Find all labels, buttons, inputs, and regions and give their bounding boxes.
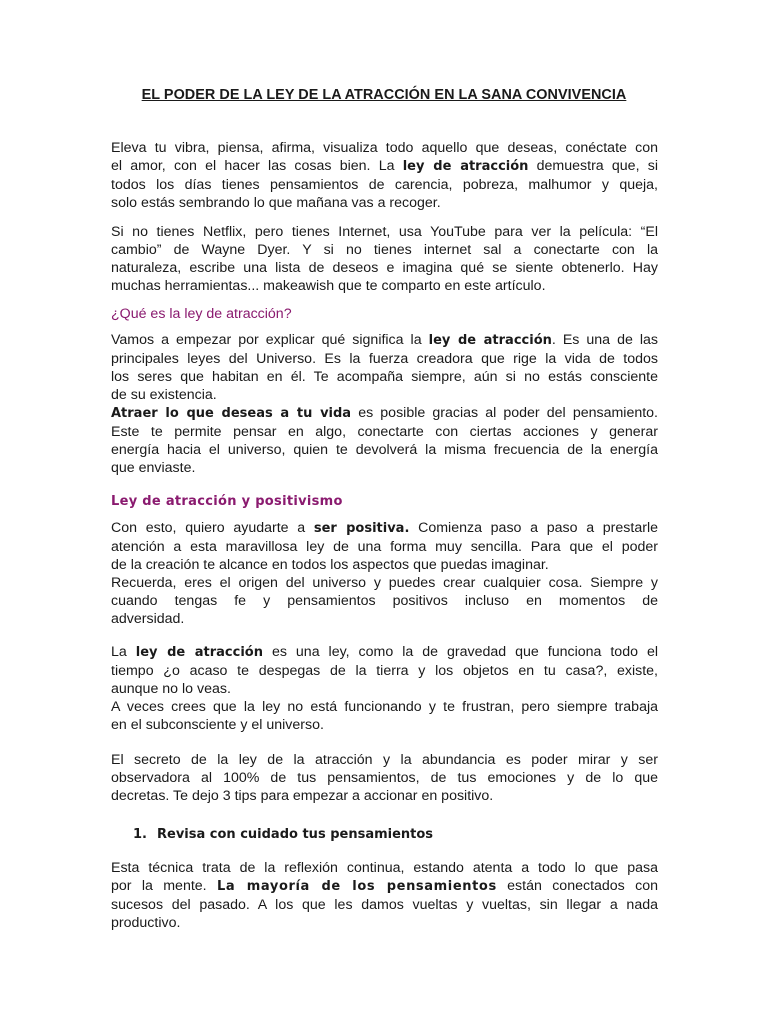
text-line: los seres que habitan en él. Te acompaña siempre, aún si no estás consciente [111, 369, 658, 385]
text-line: muchas herramientas... makeawish que te comparto en este artículo. [111, 278, 546, 294]
document-title: EL PODER DE LA LEY DE LA ATRACCIÓN EN LA SANA CONVIVENCIA [141, 87, 627, 103]
text-line: decretas. Te dejo 3 tips para empezar a accionar en positivo. [111, 788, 494, 804]
text-line: El secreto de la ley de la atracción y la abundancia es poder mirar y ser [111, 752, 658, 768]
bold-text: Atraer lo que deseas a tu vida [111, 406, 352, 421]
paragraph-gravedad [111, 643, 658, 734]
paragraph-netflix [111, 223, 658, 295]
paragraph-secreto [111, 751, 658, 805]
text-line: Recuerda, eres el origen del universo y puedes crear cualquier cosa. Siempre y [111, 575, 658, 591]
list-item [133, 826, 433, 844]
section-heading-que-es: ¿Qué es la ley de atracción? [111, 306, 292, 322]
paragraph-que-es [111, 331, 658, 477]
bold-text: La mayoría de los pensamientos [216, 879, 497, 894]
text-line: aunque no lo veas. [111, 681, 231, 697]
text-line: de la creación te alcance en todos los aspectos que puedas imaginar. [111, 557, 549, 573]
text-line: en el subconsciente y el universo. [111, 717, 324, 733]
section-heading-positivismo: Ley de atracción y positivismo [111, 494, 343, 509]
text-line: naturaleza, escribe una lista de deseos e imagina qué se siente obtenerlo. Hay [111, 260, 658, 276]
text-line: principales leyes del Universo. Es la fuerza creadora que rige la vida de todos [111, 351, 658, 367]
text-line: Eleva tu vibra, piensa, afirma, visualiza todo aquello que deseas, conéctate con [111, 140, 658, 156]
text-line: adversidad. [111, 611, 185, 627]
paragraph-intro [111, 139, 658, 212]
text-line: todos los días tienes pensamientos de carencia, pobreza, malhumor y queja, [111, 177, 658, 193]
text-line: observadora al 100% de tus pensamientos, de tus emociones y de lo que [111, 770, 658, 786]
text-line: Vamos a empezar por explicar qué significa la ley de atracción. Es una de las [111, 332, 658, 348]
text-line: Con esto, quiero ayudarte a ser positiva. Comienza paso a paso a prestarle [111, 520, 658, 536]
text-line: que enviaste. [111, 460, 196, 476]
text-line: productivo. [111, 915, 181, 931]
text-line: el amor, con el hacer las cosas bien. La ley de atracción demuestra que, si [111, 158, 658, 174]
text-line: atención a esta maravillosa ley de una forma muy sencilla. Para que el poder [111, 539, 658, 555]
text-line: tiempo ¿o acaso te despegas de la tierra y los objetos en tu casa?, existe, [111, 663, 658, 679]
text-line: cuando tengas fe y pensamientos positivos incluso en momentos de [111, 593, 658, 609]
text-line: cambio” de Wayne Dyer. Y si no tienes internet sal a conectarte con la [111, 242, 658, 258]
text-line: La ley de atracción es una ley, como la de gravedad que funciona todo el [111, 644, 658, 660]
list-item-text: Revisa con cuidado tus pensamientos [157, 827, 434, 842]
text-line: sucesos del pasado. A los que les damos vueltas y vueltas, sin llegar a nada [111, 897, 658, 913]
text-line: Esta técnica trata de la reflexión continua, estando atenta a todo lo que pasa [111, 860, 658, 876]
bold-text: ley de atracción [135, 645, 263, 660]
text-line: A veces crees que la ley no está funcionando y te frustran, pero siempre trabaja [111, 699, 658, 715]
paragraph-tecnica [111, 859, 658, 932]
text-line: Este te permite pensar en algo, conectarte con ciertas acciones y generar [111, 424, 658, 440]
text-line: Atraer lo que deseas a tu vida es posible gracias al poder del pensamiento. [111, 405, 658, 421]
text-line: Si no tienes Netflix, pero tienes Internet, usa YouTube para ver la película: “El [111, 224, 658, 240]
text-line: por la mente. La mayoría de los pensamientos están conectados con [111, 878, 658, 894]
text-line: energía hacia el universo, quien te devolverá la misma frecuencia de la energía [111, 442, 658, 458]
list-number: 1. [133, 827, 147, 842]
text-line: de su existencia. [111, 387, 217, 403]
text-line: solo estás sembrando lo que mañana vas a recoger. [111, 195, 441, 211]
bold-text: ser positiva. [313, 521, 410, 536]
bold-text: ley de atracción [402, 159, 529, 174]
bold-text: ley de atracción [428, 333, 552, 348]
paragraph-positivismo [111, 519, 658, 628]
